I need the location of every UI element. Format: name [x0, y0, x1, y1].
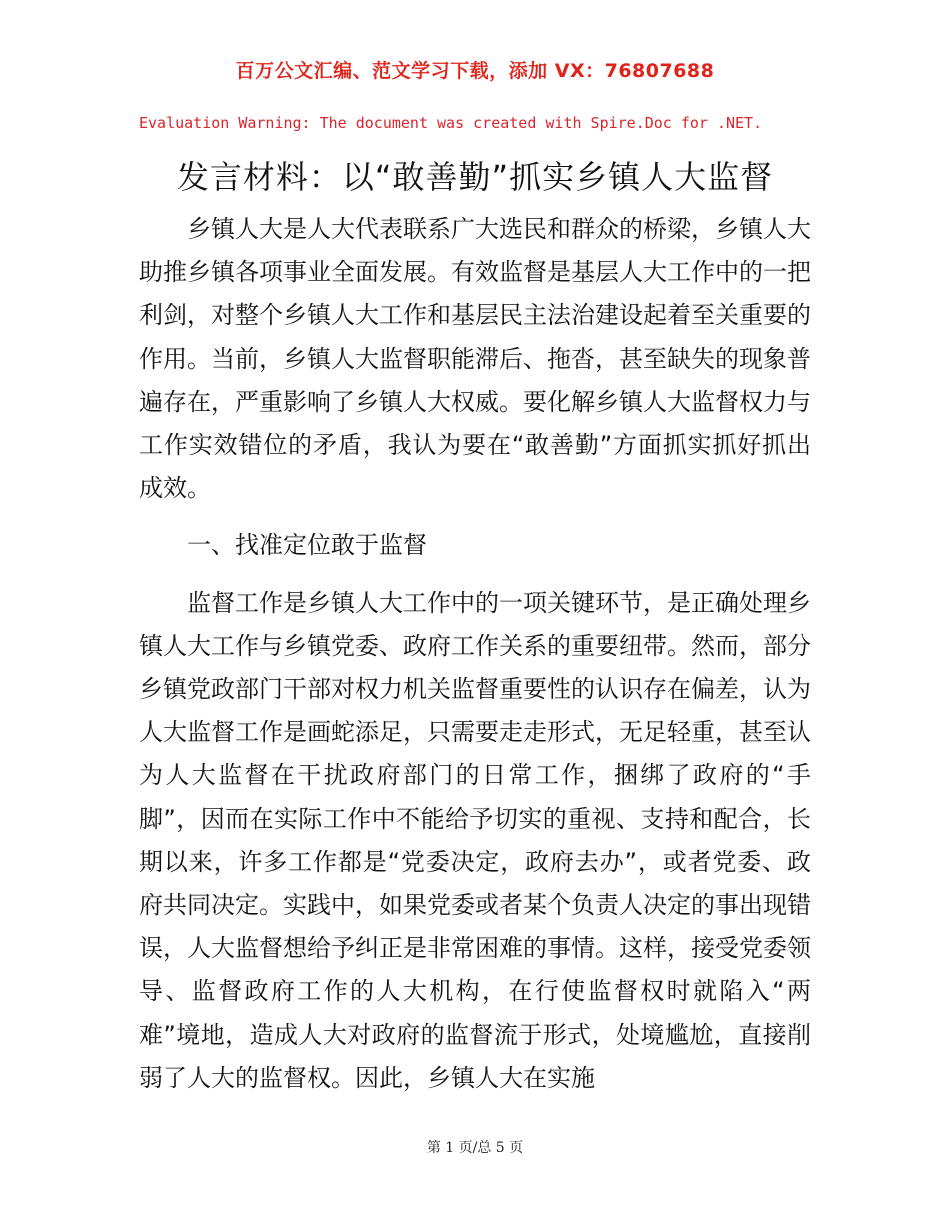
promo-header: 百万公文汇编、范文学习下载，添加 VX：76807688: [235, 60, 715, 82]
section-heading: 一、找准定位敢于监督: [187, 531, 427, 560]
intro-paragraph: 乡镇人大是人大代表联系广大选民和群众的桥梁，乡镇人大助推乡镇各项事业全面发展。有效监督是基层人大工作中的一把利剑，对整个乡镇人大工作和基层民主法治建设起着至关重要的作用。当前，乡镇人大监督职能滞后、拖沓，甚至缺失的现象普遍存在，严重影响了乡镇人大权威。要化解乡镇人大监督权力与工作实效错位的矛盾，我认为要在“敢善勤”方面抓实抓好抓出成效。: [139, 215, 811, 503]
document-title: 发言材料：以“敢善勤”抓实乡镇人大监督: [176, 158, 774, 196]
document-body: [139, 208, 811, 1100]
body-paragraph: 监督工作是乡镇人大工作中的一项关键环节，是正确处理乡镇人大工作与乡镇党委、政府工作关系的重要纽带。然而，部分乡镇党政部门干部对权力机关监督重要性的认识存在偏差，认为人大监督工作是画蛇添足，只需要走走形式，无足轻重，甚至认为人大监督在干扰政府部门的日常工作，捆绑了政府的“手脚”，因而在实际工作中不能给予切实的重视、支持和配合，长期以来，许多工作都是“党委决定，政府去办”，或者党委、政府共同决定。实践中，如果党委或者某个负责人决定的事出现错误，人大监督想给予纠正是非常困难的事情。这样，接受党委领导、监督政府工作的人大机构，在行使监督权时就陷入“两难”境地，造成人大对政府的监督流于形式，处境尴尬，直接削弱了人大的监督权。因此，乡镇人大在实施: [139, 588, 811, 1092]
page-number: 第 1 页/总 5 页: [426, 1140, 524, 1156]
evaluation-warning: Evaluation Warning: The document was created with Spire.Doc for .NET.: [139, 114, 763, 132]
